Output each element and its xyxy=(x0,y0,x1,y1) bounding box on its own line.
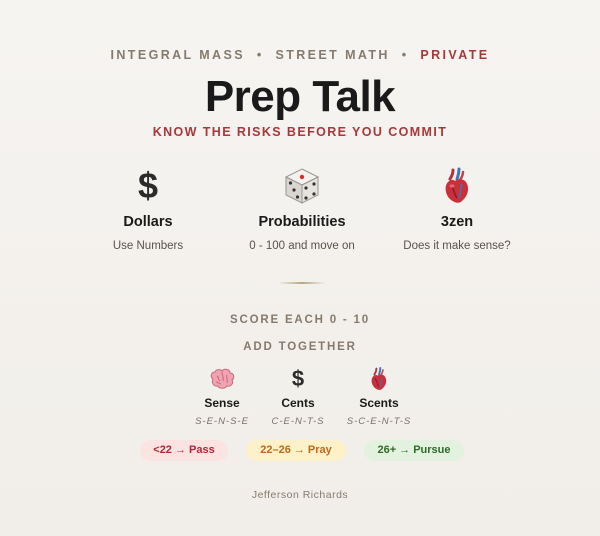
pillar-desc: Use Numbers xyxy=(112,240,184,252)
scoring-instruction: SCORE EACH 0 - 10 xyxy=(230,314,370,326)
factor-name: Sense xyxy=(204,396,240,410)
eyebrow-separator: • xyxy=(401,48,409,62)
pillars xyxy=(0,166,600,266)
eyebrow-brand: INTEGRAL MASS xyxy=(110,48,245,62)
factor-spelling: S-E-N-S-E xyxy=(195,416,249,427)
outcome-pursue-badge: 26+ → Pursue xyxy=(364,440,464,461)
pillar-name: Dollars xyxy=(123,214,173,230)
anatomical-heart-icon xyxy=(367,166,547,206)
factor-name: Cents xyxy=(281,396,315,410)
factor-name: Scents xyxy=(359,396,399,410)
outcome-pass-badge: <22 → Pass xyxy=(140,440,228,461)
outcome-legend xyxy=(0,440,600,462)
pillar-desc: Does it make sense? xyxy=(403,240,511,252)
page-subtitle: KNOW THE RISKS BEFORE YOU COMMIT xyxy=(152,125,448,139)
dollar-icon: $ xyxy=(137,165,159,206)
anatomical-heart-icon xyxy=(329,366,429,392)
scoring-instruction-add: ADD TOGETHER xyxy=(243,341,357,353)
eyebrow-separator: • xyxy=(256,48,264,62)
pillar-probabilities xyxy=(212,166,392,252)
pillar-3zen xyxy=(367,166,547,252)
eyebrow-topic: STREET MATH xyxy=(275,48,390,62)
outcome-pray-badge: 22–26 → Pray xyxy=(246,440,346,461)
author-credit: Jefferson Richards xyxy=(251,489,349,501)
factors xyxy=(0,366,600,430)
factor-scents xyxy=(329,366,429,427)
eyebrow-private: PRIVATE xyxy=(420,48,490,62)
eyebrow xyxy=(0,48,600,62)
pillar-name: Probabilities xyxy=(258,214,346,230)
pillar-desc: 0 - 100 and move on xyxy=(249,240,355,252)
factor-spelling: C-E-N-T-S xyxy=(271,416,325,427)
page-title: Prep Talk xyxy=(204,72,396,121)
pillar-name: 3zen xyxy=(440,214,474,230)
section-divider xyxy=(278,282,326,284)
dice-icon xyxy=(212,166,392,206)
factor-spelling: S-C-E-N-T-S xyxy=(346,416,412,427)
pillar-dollars xyxy=(58,166,238,252)
dollar-icon: $ xyxy=(291,366,305,391)
